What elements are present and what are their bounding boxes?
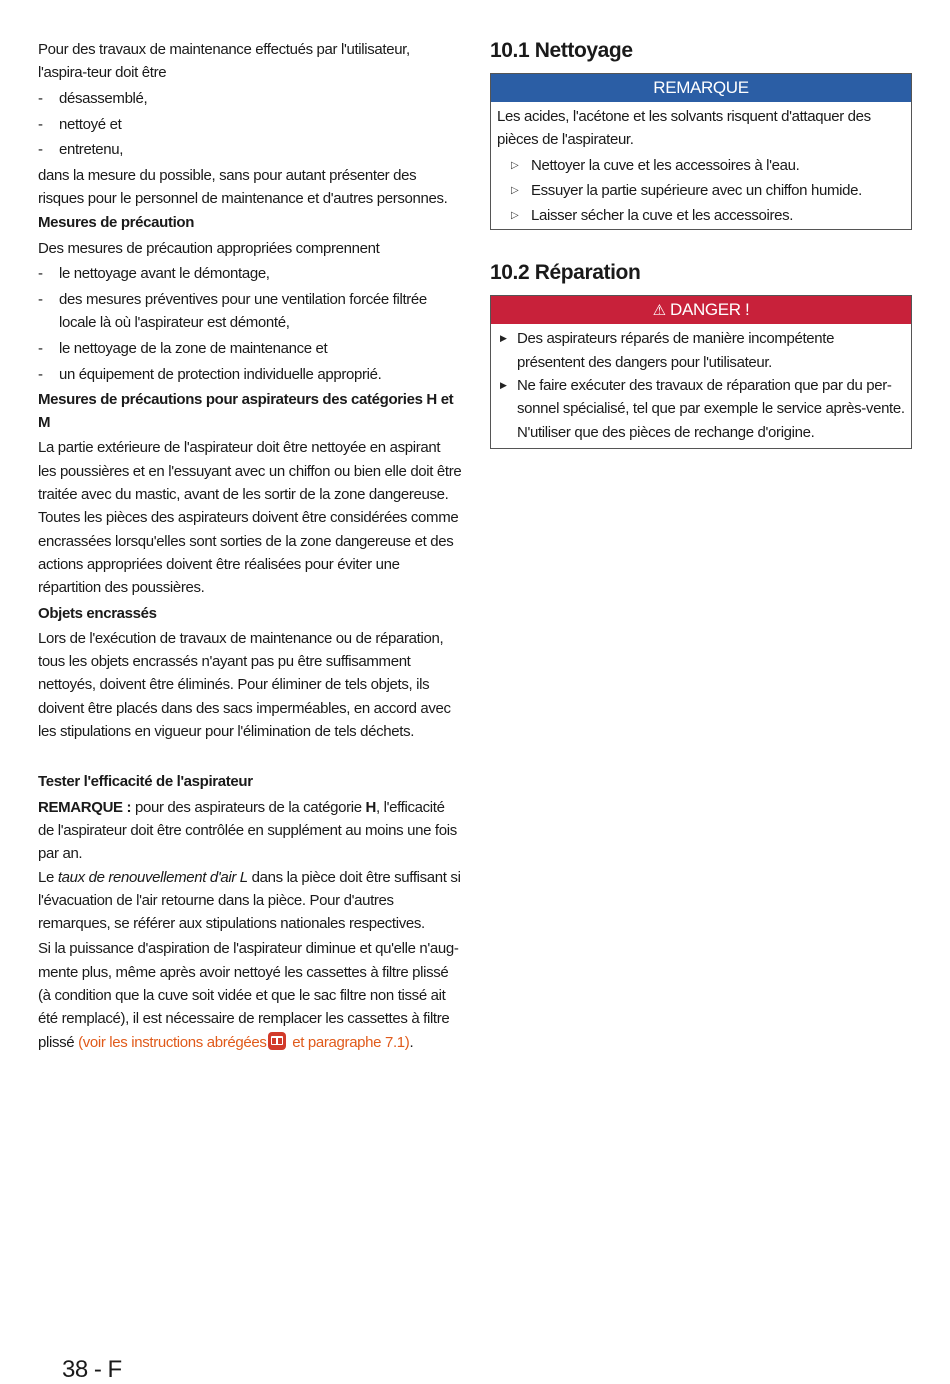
danger-box-header xyxy=(491,296,911,324)
remark-paragraph xyxy=(38,796,462,866)
test-heading: Tester l'efficacité de l'aspirateur xyxy=(38,773,253,791)
remark-label: REMARQUE : xyxy=(38,798,132,816)
danger-box-list xyxy=(497,327,905,445)
remark-box-header: REMARQUE xyxy=(491,74,911,102)
dirty-objects-heading: Objets encrassés xyxy=(38,604,157,622)
manual-book-icon xyxy=(268,1032,286,1050)
power-end: . xyxy=(409,1033,414,1051)
section-title-cleaning: 10.1 Nettoyage xyxy=(490,39,633,62)
air-text: Le xyxy=(38,868,58,886)
air-italic: taux de renouvellement d'air L xyxy=(57,868,248,886)
remark-category: H xyxy=(365,798,377,816)
precautions-list xyxy=(38,262,462,386)
page-number: 38 - F xyxy=(62,1356,122,1383)
list-item: - désassemblé, xyxy=(38,87,462,110)
dirty-objects-text: Lors de l'exécution de travaux de maintenance ou de réparation, tous les objets encrassés n'ayant pas pu être suffisamment nettoyés, doivent être éliminés. Pour éliminer de tels objets, ils doivent être placés dans des sacs imperméables, en accord avec les stipulations en vigueur pour l'élimination de tels déchets. xyxy=(38,629,451,741)
warning-triangle-icon: ⚠ xyxy=(652,302,666,320)
intro-end-text: dans la mesure du possible, sans pour autant présenter des risques pour le personnel de maintenance et d'autres personnes. xyxy=(38,166,448,207)
power-text: Si la puissance d'aspiration de l'aspirateur diminue et qu'elle n'aug-mente plus, même après avoir nettoyé les cassettes à filtre plissé (à condition que la cuve soit vidée et que le sac filtre non tissé ait été remplacé), il est nécessaire de remplacer les cassettes à filtre plissé xyxy=(38,940,459,1051)
remark-text: pour des aspirateurs de la catégorie xyxy=(131,798,366,816)
list-item: ▷ Laisser sécher la cuve et les accessoires. xyxy=(497,204,905,227)
air-text-end: dans la pièce doit être suffisant si l'évacuation de l'air retourne dans la pièce. Pour d'autres remarques, se référer aux stipulations nationales respectives. xyxy=(38,868,461,933)
list-item: - le nettoyage avant le démontage, xyxy=(38,262,462,285)
manual-link[interactable] xyxy=(78,1034,409,1051)
danger-box xyxy=(490,295,912,448)
precautions-intro: Des mesures de précaution appropriées comprennent xyxy=(38,239,380,257)
right-column xyxy=(490,38,912,449)
remark-box-list xyxy=(497,154,905,228)
remark-box-body xyxy=(491,102,911,229)
air-paragraph xyxy=(38,866,462,936)
list-item: - des mesures préventives pour une ventilation forcée filtrée locale là où l'aspirateur est démonté, xyxy=(38,288,462,335)
paragraph-link-text: et paragraphe 7.1) xyxy=(288,1033,410,1051)
intro-list xyxy=(38,87,462,162)
danger-label: DANGER ! xyxy=(665,300,750,320)
list-item: - le nettoyage de la zone de maintenance et xyxy=(38,337,462,360)
left-column xyxy=(38,38,462,1054)
list-item: ▶ Ne faire exécuter des travaux de réparation que par du per-sonnel spécialisé, tel que par exemple le service après-vente. N'utiliser que des pièces de rechange d'origine. xyxy=(497,374,905,444)
list-item: - entretenu, xyxy=(38,138,462,161)
hm-text: La partie extérieure de l'aspirateur doit être nettoyée en aspirant les poussières et en l'essuyant avec un chiffon ou bien elle doit être traitée avec du mastic, avant de les sortir de la zone dangereuse. Toutes les pièces des aspirateurs doivent être considérées comme encrassées lorsqu'elles sont sorties de la zone dangereuse et des actions appropriées doivent être réalisées pour éviter une répartition des poussières. xyxy=(38,439,462,597)
list-item: ▷ Essuyer la partie supérieure avec un chiffon humide. xyxy=(497,179,905,202)
section-title-repair: 10.2 Réparation xyxy=(490,261,641,285)
hm-heading: Mesures de précautions pour aspirateurs des catégories H et M xyxy=(38,390,454,432)
list-item: ▶ Des aspirateurs réparés de manière incompétente présentent des dangers pour l'utilisateur. xyxy=(497,327,905,374)
list-item: - nettoyé et xyxy=(38,113,462,136)
precautions-heading: Mesures de précaution xyxy=(38,214,195,232)
list-item: - un équipement de protection individuelle approprié. xyxy=(38,363,462,386)
danger-box-body xyxy=(491,324,911,447)
remark-box xyxy=(490,73,912,230)
power-paragraph xyxy=(38,937,462,1053)
remark-text-end: , l'efficacité de l'aspirateur doit être contrôlée en supplément au moins une fois par an. xyxy=(38,798,457,863)
list-item: ▷ Nettoyer la cuve et les accessoires à l'eau. xyxy=(497,154,905,177)
intro-text: Pour des travaux de maintenance effectués par l'utilisateur, l'aspira-teur doit être xyxy=(38,41,410,82)
remark-box-text: Les acides, l'acétone et les solvants risquent d'attaquer des pièces de l'aspirateur. xyxy=(497,108,871,149)
manual-link-text: (voir les instructions abrégées xyxy=(78,1033,267,1051)
